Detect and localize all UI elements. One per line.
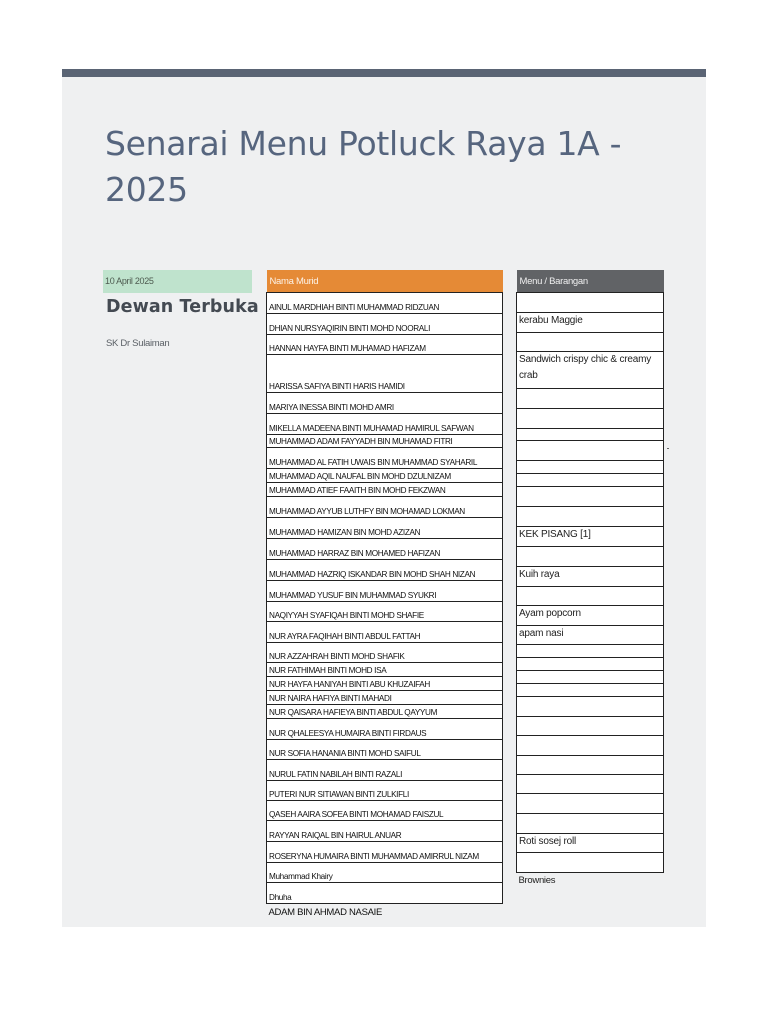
school-name: SK Dr Sulaiman [106,338,170,349]
menu-item-cell [517,794,664,814]
table-row [517,717,664,736]
student-name-cell: MUHAMMAD AYYUB LUTHFY BIN MOHAMAD LOKMAN [267,497,503,518]
page-title: Senarai Menu Potluck Raya 1A - 2025 [105,124,622,209]
table-row [267,518,503,539]
table-row [517,389,664,409]
table-row [517,313,664,333]
menu-item-cell [517,814,664,834]
student-name-cell: MUHAMMAD YUSUF BIN MUHAMMAD SYUKRI [267,581,503,602]
table-row [267,904,503,920]
menu-item-cell [517,736,664,756]
menu-item-cell [517,474,664,487]
table-row [267,863,503,883]
menu-item-cell [517,671,664,684]
document-sheet [62,69,706,927]
table-row [267,469,503,483]
table-row [517,527,664,547]
menu-item-cell [517,487,664,507]
table-row [517,409,664,429]
table-row [267,677,503,691]
student-name-cell: MUHAMMAD HAMIZAN BIN MOHD AZIZAN [267,518,503,539]
student-name-cell: NUR FATHIMAH BINTI MOHD ISA [267,663,503,677]
menu-item-cell [517,697,664,717]
table-row [267,663,503,677]
student-name-cell: MUHAMMAD ADAM FAYYADH BIN MUHAMAD FITRI [267,435,503,448]
table-row [517,736,664,756]
table-row [517,697,664,717]
table-row [517,775,664,794]
table-row [517,626,664,645]
table-row [517,547,664,567]
menu-item-cell [517,409,664,429]
table-row [267,393,503,414]
student-name-cell: AINUL MARDHIAH BINTI MUHAMMAD RIDZUAN [267,293,503,314]
table-row [267,414,503,435]
table-row [517,834,664,853]
student-names-table [266,270,503,919]
student-name-cell: NUR HAYFA HANIYAH BINTI ABU KHUZAIFAH [267,677,503,691]
table-row [517,474,664,487]
student-name-cell: MUHAMMAD AL FATIH UWAIS BIN MUHAMMAD SYAHARIL [267,448,503,469]
menu-item-cell [517,684,664,697]
table-row [517,756,664,775]
table-row [517,587,664,606]
table-row [267,293,503,314]
table-row [267,560,503,581]
table-row [267,602,503,622]
table-row [267,483,503,497]
menu-item-cell [517,658,664,671]
table-row [267,691,503,705]
table-row [267,740,503,760]
table-row [267,497,503,518]
table-row [267,314,503,335]
student-name-cell: ADAM BIN AHMAD NASAIE [268,907,383,918]
menu-item-cell [517,441,664,461]
student-name-cell: NUR QAISARA HAFIEYA BINTI ABDUL QAYYUM [267,705,503,719]
student-name-cell: NUR NAIRA HAFIYA BINTI MAHADI [267,691,503,705]
menu-column-header: Menu / Barangan [517,270,664,293]
table-row [267,581,503,602]
table-row [267,842,503,863]
table-row [267,448,503,469]
menu-item-cell: Kuih raya [517,567,664,587]
student-name-cell: RAYYAN RAIQAL BIN HAIRUL ANUAR [267,821,503,842]
table-row [267,760,503,781]
student-name-cell: DHIAN NURSYAQIRIN BINTI MOHD NOORALI [267,314,503,335]
student-name-cell: Muhammad Khairy [267,863,503,883]
table-row [267,801,503,821]
table-row [517,441,664,461]
student-name-cell: MUHAMMAD ATIEF FAAITH BIN MOHD FEKZWAN [267,483,503,497]
stray-mark [667,448,669,449]
menu-item-cell: Brownies [518,875,556,886]
student-name-cell: HANNAN HAYFA BINTI MUHAMAD HAFIZAM [267,335,503,355]
table-row [517,429,664,441]
names-column-header: Nama Murid [267,270,503,293]
table-row [517,671,664,684]
menu-item-cell: Ayam popcorn [517,606,664,626]
menu-item-cell: apam nasi [517,626,664,645]
student-name-cell: NUR SOFIA HANANIA BINTI MOHD SAIFUL [267,740,503,760]
table-row [517,606,664,626]
student-name-cell: Dhuha [267,883,503,904]
event-date: 10 April 2025 [103,270,252,293]
table-row [267,719,503,740]
table-row [517,645,664,658]
student-name-cell: MIKELLA MADEENA BINTI MUHAMAD HAMIRUL SAFWAN [267,414,503,435]
menu-item-cell [517,429,664,441]
student-name-cell: MUHAMMAD HAZRIQ ISKANDAR BIN MOHD SHAH NIZAN [267,560,503,581]
student-name-cell: ROSERYNA HUMAIRA BINTI MUHAMMAD AMIRRUL NIZAM [267,842,503,863]
table-row [517,352,664,389]
table-row [267,821,503,842]
menu-item-cell [517,853,664,873]
table-row [267,355,503,393]
student-name-cell: NUR QHALEESYA HUMAIRA BINTI FIRDAUS [267,719,503,740]
menu-item-cell [517,389,664,409]
student-name-cell: QASEH AAIRA SOFEA BINTI MOHAMAD FAISZUL [267,801,503,821]
table-row [267,435,503,448]
table-row [267,705,503,719]
table-row [517,814,664,834]
student-name-cell: MARIYA INESSA BINTI MOHD AMRI [267,393,503,414]
table-row [267,781,503,801]
table-row [267,335,503,355]
student-name-cell: NAQIYYAH SYAFIQAH BINTI MOHD SHAFIE [267,602,503,622]
table-row [517,507,664,527]
student-name-cell: NUR AZZAHRAH BINTI MOHD SHAFIK [267,643,503,663]
table-row [267,539,503,560]
table-row [267,643,503,663]
table-row [267,883,503,904]
table-row [517,658,664,671]
student-name-cell: MUHAMMAD AQIL NAUFAL BIN MOHD DZULNIZAM [267,469,503,483]
menu-items-table [516,270,664,889]
table-row [517,873,664,890]
menu-item-cell [517,293,664,313]
student-name-cell: NURUL FATIN NABILAH BINTI RAZALI [267,760,503,781]
menu-item-cell [517,775,664,794]
table-row [517,794,664,814]
menu-item-cell: KEK PISANG [1] [517,527,664,547]
event-venue: Dewan Terbuka [106,297,259,317]
menu-item-cell [517,547,664,567]
menu-item-cell [517,756,664,775]
student-name-cell: NUR AYRA FAQIHAH BINTI ABDUL FATTAH [267,622,503,643]
student-name-cell: HARISSA SAFIYA BINTI HARIS HAMIDI [267,355,503,393]
menu-item-cell [517,645,664,658]
menu-item-cell: Sandwich crispy chic & creamy crab [517,352,664,389]
menu-item-cell: kerabu Maggie [517,313,664,333]
menu-item-cell [517,587,664,606]
table-row [267,622,503,643]
table-row [517,567,664,587]
table-row [517,853,664,873]
menu-item-cell [517,717,664,736]
menu-item-cell [517,507,664,527]
table-row [517,333,664,352]
table-row [517,684,664,697]
student-name-cell: PUTERI NUR SITIAWAN BINTI ZULKIFLI [267,781,503,801]
table-row [517,293,664,313]
menu-item-cell: Roti sosej roll [517,834,664,853]
table-row [517,461,664,474]
table-row [517,487,664,507]
menu-item-cell [517,333,664,352]
student-name-cell: MUHAMMAD HARRAZ BIN MOHAMED HAFIZAN [267,539,503,560]
top-accent-bar [62,69,706,77]
menu-item-cell [517,461,664,474]
